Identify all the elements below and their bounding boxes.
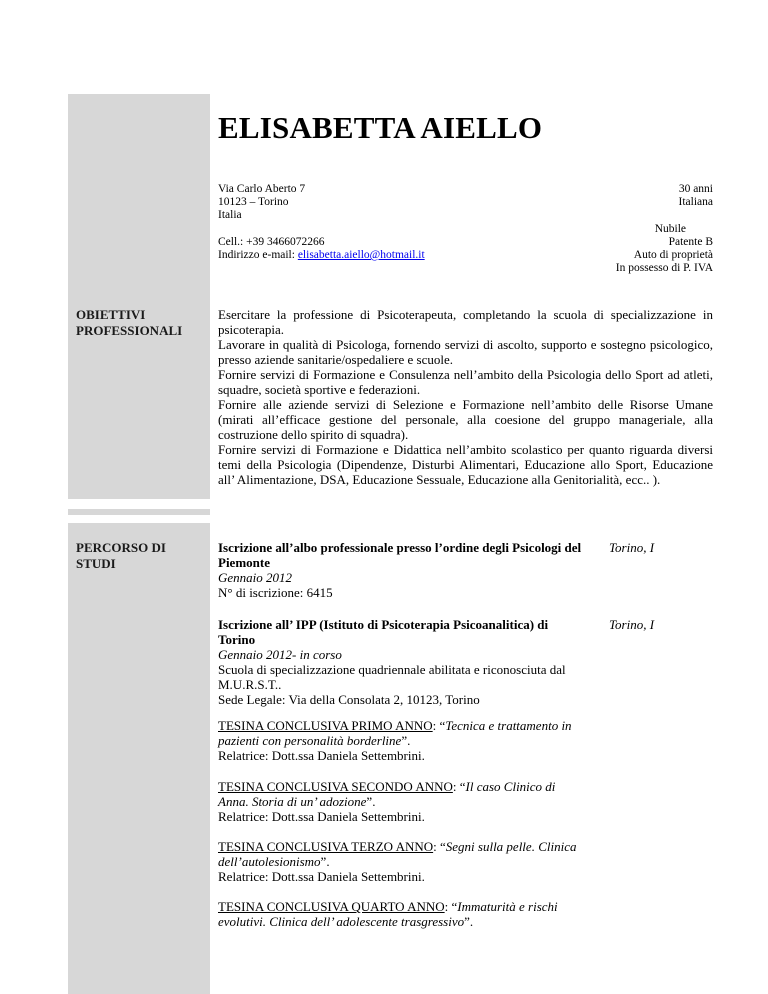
page-title: ELISABETTA AIELLO <box>218 110 543 145</box>
personal-block-2 <box>493 223 713 275</box>
thesis-supervisor: Relatrice: Dott.ssa Daniela Settembrini. <box>218 809 425 824</box>
thesis-supervisor: Relatrice: Dott.ssa Daniela Settembrini. <box>218 869 425 884</box>
section-label-line: OBIETTIVI <box>76 307 146 322</box>
objective-item: Lavorare in qualità di Psicologa, fornendo servizi di ascolto, supporto e sostegno psicologico, presso aziende sanitarie/ospedaliere e scuole. <box>218 337 713 367</box>
entry-detail: N° di iscrizione: 6415 <box>218 585 333 600</box>
address-block <box>218 183 305 222</box>
address-line: Italia <box>218 209 242 221</box>
thesis-label: TESINA CONCLUSIVA PRIMO ANNO <box>218 718 433 733</box>
sidebar-divider <box>68 509 210 515</box>
objectives-text <box>218 307 713 487</box>
personal-block-1 <box>513 183 713 209</box>
email-row <box>218 249 425 262</box>
section-label-line: PROFESSIONALI <box>76 323 183 338</box>
thesis-item: TESINA CONCLUSIVA TERZO ANNO: “Segni sulla pelle. Clinica dell’autolesionismo”. Relatrice: Dott.ssa Daniela Settembrini. <box>218 839 586 884</box>
phone-number: Cell.: +39 3466072266 <box>218 236 325 248</box>
section-label-studies <box>76 540 166 572</box>
address-line: Via Carlo Aberto 7 <box>218 183 306 195</box>
objective-item: Fornire alle aziende servizi di Selezione e Formazione nell’ambito delle Risorse Umane (mirati all’efficace gestione del personale, alla coesione del gruppo manageriale, alla costruzione dello spirito di squadra). <box>218 397 713 442</box>
objective-item: Esercitare la professione di Psicoterapeuta, completando la scuola di specializzazione in psicoterapia. <box>218 307 713 337</box>
address-line: 10123 – Torino <box>218 196 289 208</box>
entry-location: Torino, I <box>609 617 655 632</box>
driving-license: Patente B <box>668 236 713 248</box>
thesis-title: Tecnica e trattamento in pazienti con personalità borderline <box>218 718 572 748</box>
education-entry <box>218 617 586 707</box>
section-label-line: STUDI <box>76 556 116 571</box>
entry-detail: Sede Legale: Via della Consolata 2, 10123, Torino <box>218 692 480 707</box>
entry-title: Iscrizione all’albo professionale presso l’ordine degli Psicologi del Piemonte <box>218 540 582 570</box>
thesis-item: TESINA CONCLUSIVA PRIMO ANNO: “Tecnica e trattamento in pazienti con personalità borderline”. Relatrice: Dott.ssa Daniela Settembrini. <box>218 718 586 763</box>
vat-status: In possesso di P. IVA <box>615 262 713 274</box>
sidebar-block-top <box>68 94 210 499</box>
email-label: Indirizzo e-mail: <box>218 249 298 261</box>
thesis-title: Immaturità e rischi evolutivi. Clinica dell’ adolescente trasgressivo <box>218 899 558 929</box>
section-label-objectives <box>76 307 182 339</box>
entry-location: Torino, I <box>609 540 655 555</box>
email-link[interactable]: elisabetta.aiello@hotmail.it <box>297 249 425 261</box>
entry-date: Gennaio 2012- in corso <box>218 647 342 662</box>
thesis-label: TESINA CONCLUSIVA QUARTO ANNO <box>218 899 445 914</box>
entry-detail: Scuola di specializzazione quadriennale abilitata e riconosciuta dal M.U.R.S.T.. <box>218 662 566 692</box>
thesis-label: TESINA CONCLUSIVA TERZO ANNO <box>218 839 434 854</box>
thesis-item: TESINA CONCLUSIVA SECONDO ANNO: “Il caso Clinico di Anna. Storia di un’ adozione”. Relatrice: Dott.ssa Daniela Settembrini. <box>218 779 586 824</box>
marital-status: Nubile <box>654 223 686 235</box>
age: 30 anni <box>678 183 713 195</box>
thesis-item: TESINA CONCLUSIVA QUARTO ANNO: “Immaturità e rischi evolutivi. Clinica dell’ adolescente trasgressivo”. <box>218 899 558 929</box>
nationality: Italiana <box>678 196 713 208</box>
entry-date: Gennaio 2012 <box>218 570 293 585</box>
thesis-label: TESINA CONCLUSIVA SECONDO ANNO <box>218 779 453 794</box>
thesis-title: Il caso Clinico di Anna. Storia di un’ adozione <box>218 779 556 809</box>
thesis-title: Segni sulla pelle. Clinica dell’autolesionismo <box>218 839 577 869</box>
sidebar-block-bottom <box>68 523 210 994</box>
car-ownership: Auto di proprietà <box>633 249 713 261</box>
education-entry <box>218 540 586 600</box>
entry-title: Iscrizione all’ IPP (Istituto di Psicoterapia Psicoanalitica) di Torino <box>218 617 549 647</box>
objective-item: Fornire servizi di Formazione e Didattica nell’ambito scolastico per quanto riguarda diversi temi della Psicologia (Dipendenze, Disturbi Alimentari, Educazione allo Sport, Educazione all’ Alimentazione, DSA, Educazione Sessuale, Educazione alla Genitorialità, ecc.. ). <box>218 442 713 487</box>
section-label-line: PERCORSO DI <box>76 540 166 555</box>
objective-item: Fornire servizi di Formazione e Consulenza nell’ambito della Psicologia dello Sport ad atleti, squadre, società sportive e federazioni. <box>218 367 713 397</box>
thesis-supervisor: Relatrice: Dott.ssa Daniela Settembrini. <box>218 748 425 763</box>
contact-block <box>218 236 425 262</box>
